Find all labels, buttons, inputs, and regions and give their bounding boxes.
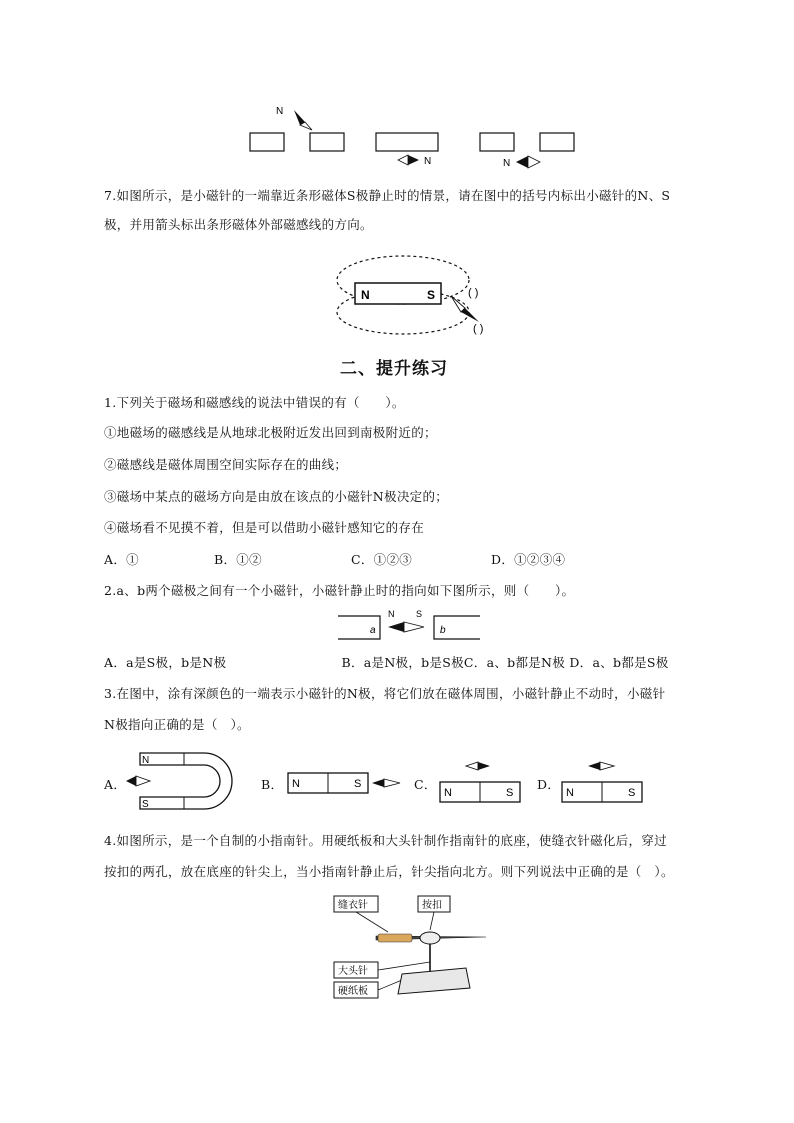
q3-figure-b <box>286 770 404 796</box>
magnet-s-label: S <box>142 799 149 810</box>
needle-s-label: S <box>416 609 423 619</box>
compass-needle <box>600 762 614 770</box>
q3-figure-d <box>560 756 646 806</box>
magnet-bar <box>480 133 514 151</box>
q7-line1: 7.如图所示，是小磁针的一端靠近条形磁体S极静止时的情景，请在图中的括号内标出小磁针的N、S <box>104 188 671 203</box>
q1-option-c[interactable]: C．①②③ <box>351 552 413 567</box>
magnet-n-label: N <box>566 787 574 799</box>
compass-needle <box>461 308 479 322</box>
magnet-s-label: S <box>354 778 362 790</box>
compass-needle <box>398 155 408 165</box>
compass-needle <box>528 156 540 168</box>
magnet-bar <box>376 133 438 151</box>
needle-label: 缝衣针 <box>338 900 368 911</box>
q1-statement-2: ②磁感线是磁体周围空间实际存在的曲线； <box>104 457 348 472</box>
pole-b-label: b <box>440 625 446 636</box>
pole-a-label: a <box>370 625 376 636</box>
q2-options[interactable]: A．a是S极，b是N极 B．a是N极，b是S极C．a、b都是N极 D．a、b都是S极 <box>104 655 669 670</box>
compass-needle <box>478 762 490 770</box>
q3-line1: 3.在图中，涂有深颜色的一端表示小磁针的N极，将它们放在磁体周围，小磁针静止不动时，小磁针 <box>104 686 666 701</box>
compass-needle <box>126 776 136 786</box>
q1-statement-1: ①地磁场的磁感线是从地球北极附近发出回到南极附近的； <box>104 425 437 440</box>
compass-needle <box>516 156 528 168</box>
q3-option-c-label[interactable]: C． <box>414 777 437 792</box>
compass-needle <box>372 779 384 787</box>
q7-bar-magnet-figure <box>325 250 505 342</box>
compass-needle <box>388 622 404 632</box>
q1-option-b[interactable]: B．①② <box>214 552 262 567</box>
compass-needle <box>404 622 424 632</box>
compass-needle <box>466 762 478 770</box>
snap-label: 按扣 <box>422 900 442 911</box>
q1-option-a[interactable]: A．① <box>104 552 139 567</box>
q3-option-d-label[interactable]: D． <box>537 777 561 792</box>
magnet-s-label: S <box>506 787 514 799</box>
magnet-bar <box>250 133 284 151</box>
magnet-n-label: N <box>444 787 452 799</box>
q2-stem: 2.a、b两个磁极之间有一个小磁针，小磁针静止时的指向如下图所示，则（ ）。 <box>104 583 575 598</box>
q3-option-a-label[interactable]: A． <box>104 777 127 792</box>
top-magnet-figure <box>240 98 590 173</box>
needle-n-label: N <box>388 609 395 619</box>
section-title: 二、提升练习 <box>340 359 448 379</box>
q2-figure <box>336 606 482 642</box>
q3-line2: N极指向正确的是（ ）。 <box>104 717 250 732</box>
q1-stem: 1.下列关于磁场和磁感线的说法中错误的有（ ）。 <box>104 395 405 410</box>
cardboard-base <box>398 968 470 994</box>
magnet-bar <box>310 133 344 151</box>
q3-figure-c <box>438 756 524 806</box>
board-label: 硬纸板 <box>338 986 368 997</box>
q1-option-d[interactable]: D．①②③④ <box>491 552 566 567</box>
q3-option-b-label[interactable]: B． <box>261 777 284 792</box>
q1-statement-3: ③磁场中某点的磁场方向是由放在该点的小磁针N极决定的； <box>104 489 449 504</box>
snap-button <box>420 932 440 944</box>
answer-paren-1: ( ) <box>468 287 479 299</box>
q4-compass-figure <box>330 892 492 1004</box>
compass-needle <box>588 762 600 770</box>
needle-n-label: N <box>424 156 432 167</box>
magnet-n-label: N <box>292 778 300 790</box>
q7-line2: 极，并用箭头标出条形磁体外部磁感线的方向。 <box>104 217 373 232</box>
magnet-s-label: S <box>427 288 436 302</box>
compass-needle <box>136 776 150 786</box>
q4-line1: 4.如图所示，是一个自制的小指南针。用硬纸板和大头针制作指南针的底座，使缝衣针磁化后，穿过 <box>104 833 667 848</box>
magnet-n-label: N <box>142 755 150 766</box>
magnet-n-label: N <box>361 288 370 302</box>
magnet-bar <box>540 133 574 151</box>
needle-n-label: N <box>503 158 511 169</box>
q3-figure-a <box>124 747 236 815</box>
answer-paren-2: ( ) <box>473 323 484 335</box>
magnet-s-label: S <box>628 787 636 799</box>
q4-line2: 按扣的两孔，放在底座的针尖上，当小指南针静止后，针尖指向北方。则下列说法中正确的是（ ）。 <box>104 864 674 879</box>
compass-needle <box>408 155 419 165</box>
compass-needle <box>451 296 465 312</box>
pin-label: 大头针 <box>338 966 368 977</box>
q1-statement-4: ④磁场看不见摸不着，但是可以借助小磁针感知它的存在 <box>104 520 425 535</box>
needle-n-label: N <box>276 106 284 117</box>
compass-needle <box>384 779 400 787</box>
